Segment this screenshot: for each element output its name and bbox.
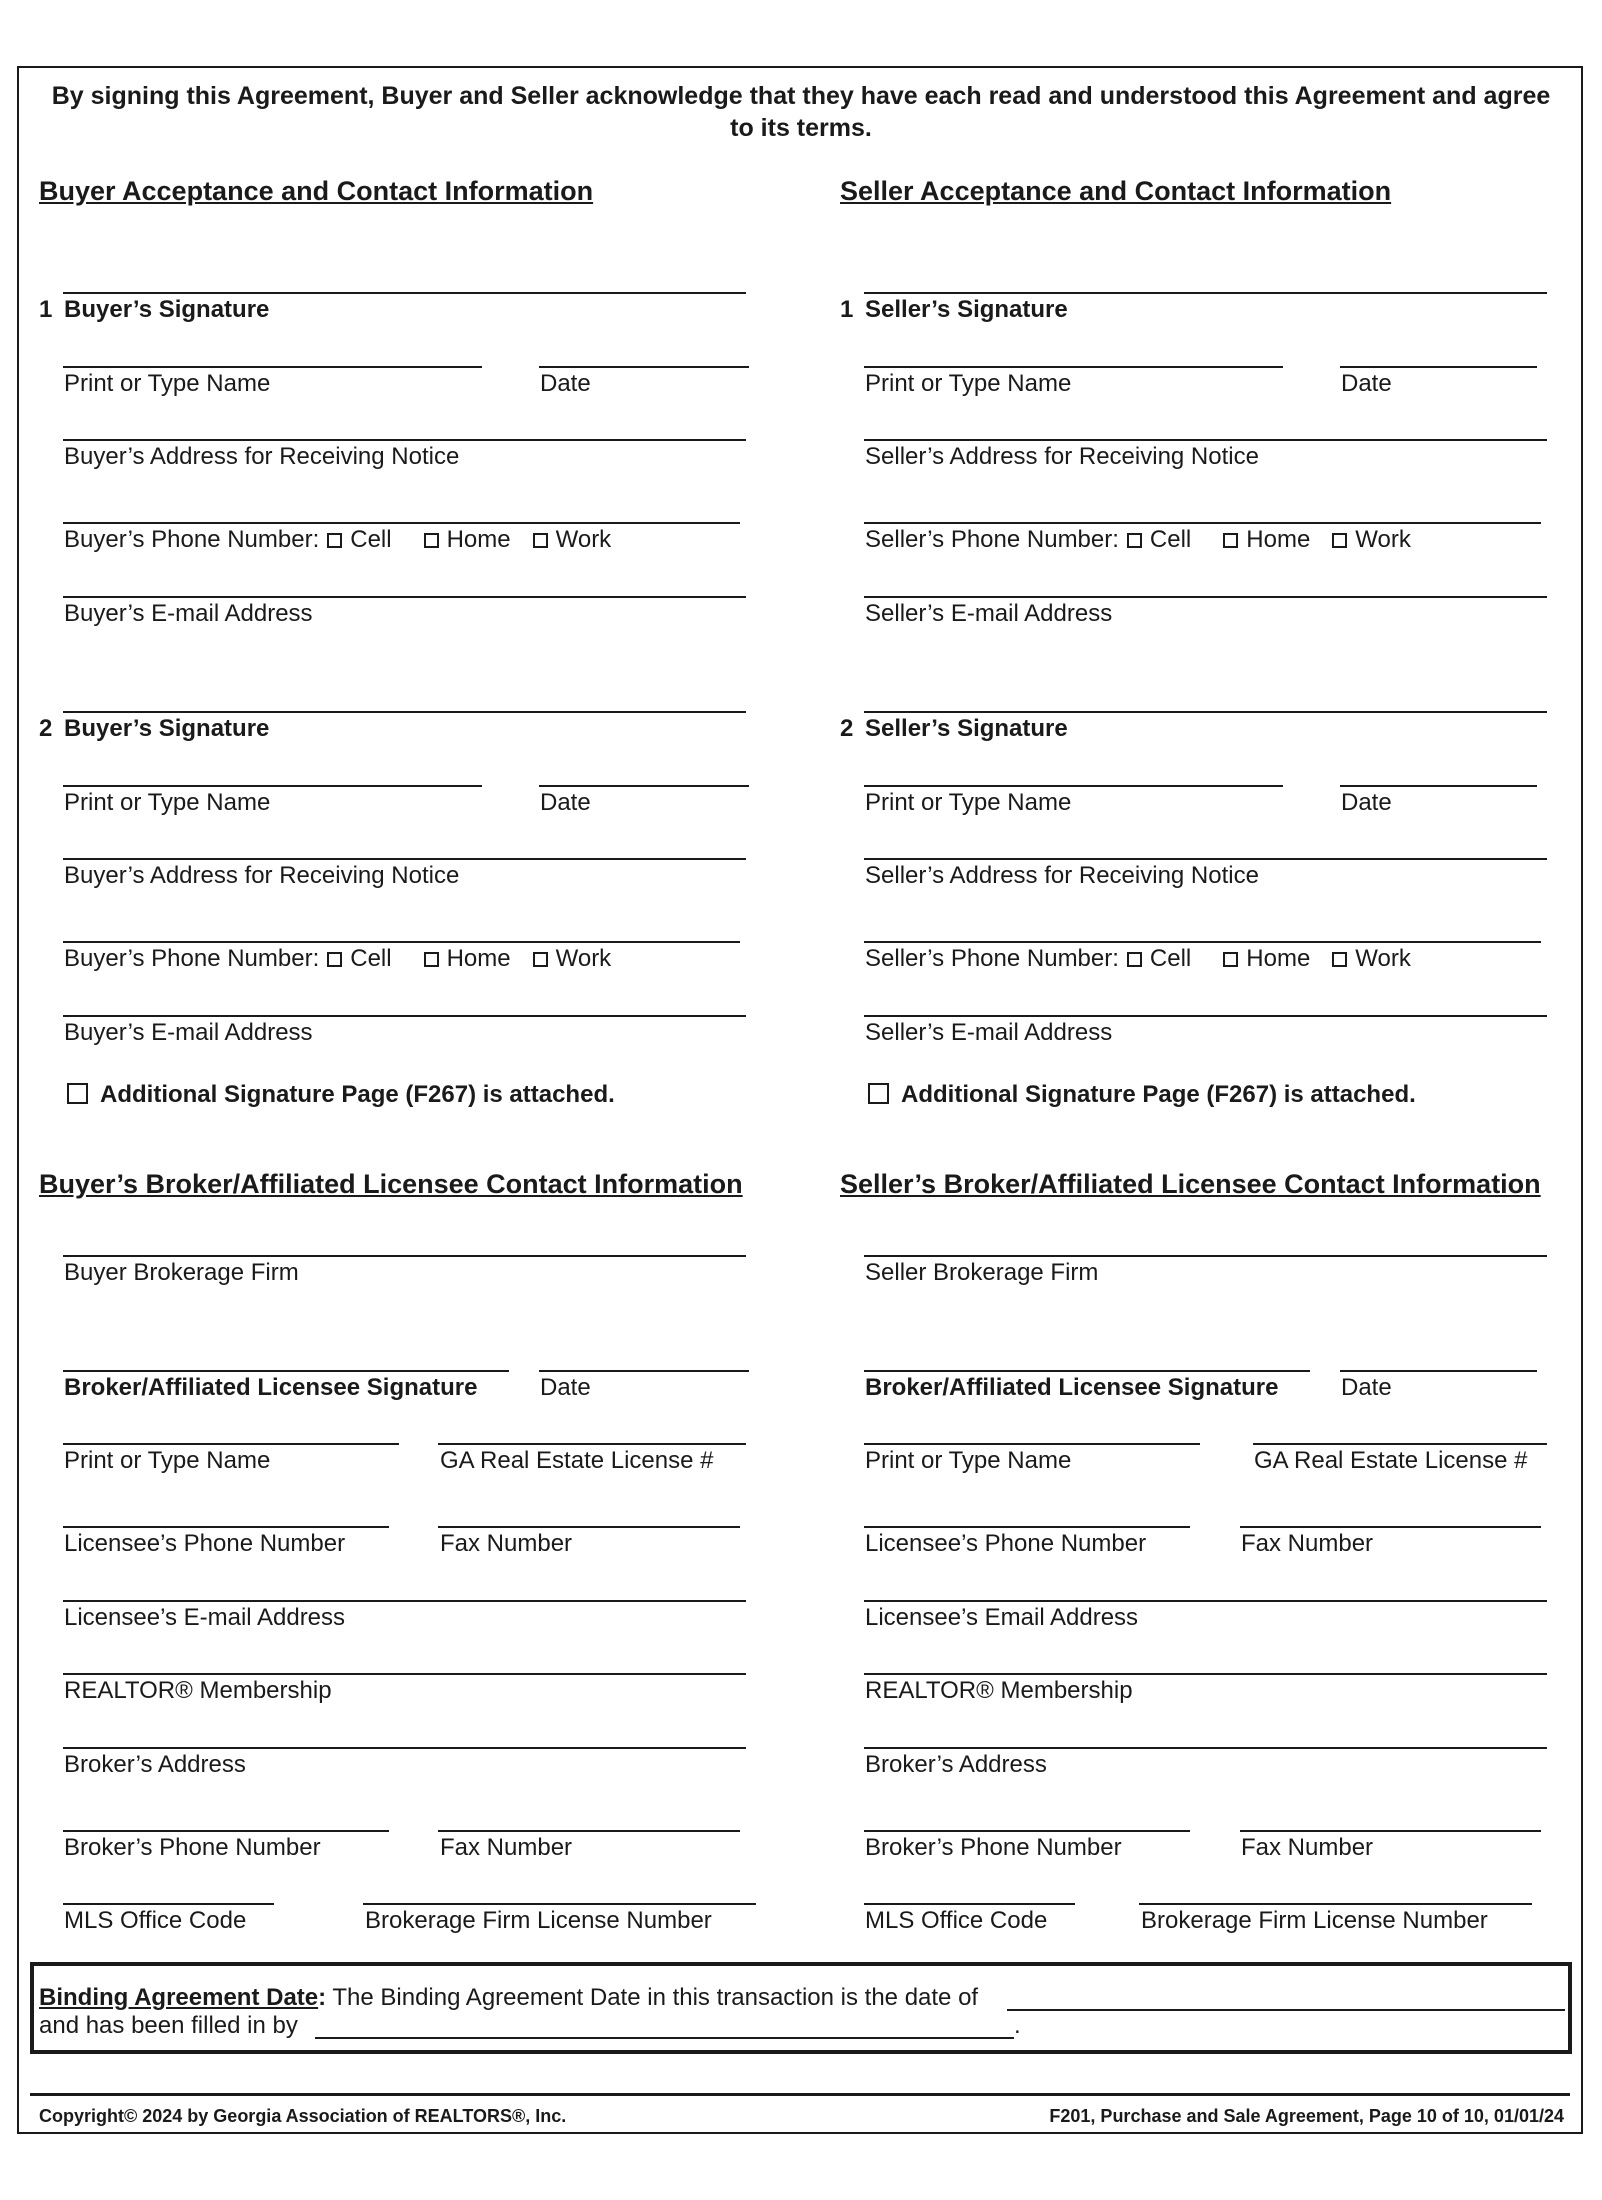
buyer-2-work-checkbox[interactable]	[533, 952, 548, 967]
buyer-2-number: 2	[39, 715, 53, 742]
seller-2-date-line[interactable]	[1340, 785, 1537, 787]
seller-1-name-line[interactable]	[864, 366, 1283, 368]
seller-1-work-label: Work	[1355, 526, 1411, 553]
seller-1-date-label: Date	[1341, 370, 1392, 397]
buyer-firm-license-label: Brokerage Firm License Number	[365, 1907, 712, 1934]
binding-agreement-colon: :	[318, 1984, 327, 2011]
seller-2-cell-checkbox[interactable]	[1127, 952, 1142, 967]
buyer-license-line[interactable]	[438, 1443, 746, 1445]
buyer-2-cell-checkbox[interactable]	[327, 952, 342, 967]
seller-1-phone-label: Seller’s Phone Number:	[865, 526, 1119, 553]
seller-section-title: Seller Acceptance and Contact Information	[840, 176, 1392, 206]
buyer-broker-name-line[interactable]	[63, 1443, 399, 1445]
seller-2-cell-label: Cell	[1149, 945, 1192, 972]
buyer-broker-date-label: Date	[540, 1374, 591, 1401]
buyer-2-address-label: Buyer’s Address for Receiving Notice	[64, 862, 460, 889]
seller-1-signature-label: Seller’s Signature	[865, 296, 1068, 323]
seller-fax-label-1: Fax Number	[1241, 1530, 1374, 1557]
buyer-licensee-email-line[interactable]	[63, 1600, 746, 1602]
seller-broker-address-line[interactable]	[864, 1747, 1547, 1749]
seller-1-date-line[interactable]	[1340, 366, 1537, 368]
seller-broker-date-line[interactable]	[1340, 1370, 1537, 1372]
buyer-2-work-label: Work	[555, 945, 612, 972]
buyer-2-date-label: Date	[540, 789, 591, 816]
binding-agreement-line-1	[39, 1984, 978, 2012]
seller-licensee-phone-label: Licensee’s Phone Number	[865, 1530, 1147, 1557]
footer-rule	[30, 2093, 1570, 2096]
buyer-2-email-line[interactable]	[63, 1015, 746, 1017]
buyer-licensee-email-label: Licensee’s E-mail Address	[64, 1604, 346, 1631]
buyer-broker-signature-label: Broker/Affiliated Licensee Signature	[64, 1374, 478, 1401]
acknowledgement-statement: By signing this Agreement, Buyer and Seller acknowledge that they have each read and understood this Agreement and agree to its terms.	[51, 82, 1551, 142]
seller-2-name-label: Print or Type Name	[865, 789, 1072, 816]
seller-firm-line[interactable]	[864, 1255, 1547, 1257]
buyer-1-phone-label: Buyer’s Phone Number:	[64, 526, 320, 553]
buyer-1-number: 1	[39, 296, 53, 323]
seller-mls-line[interactable]	[864, 1903, 1075, 1905]
seller-fax-line-1[interactable]	[1240, 1526, 1541, 1528]
seller-firm-license-line[interactable]	[1139, 1903, 1532, 1905]
buyer-1-signature-line[interactable]	[63, 292, 746, 294]
buyer-2-phone-line[interactable]	[63, 941, 740, 943]
seller-2-email-line[interactable]	[864, 1015, 1547, 1017]
seller-2-number: 2	[840, 715, 854, 742]
seller-broker-section-title: Seller’s Broker/Affiliated Licensee Contact Information	[840, 1169, 1541, 1199]
seller-2-address-label: Seller’s Address for Receiving Notice	[865, 862, 1259, 889]
buyer-2-address-line[interactable]	[63, 858, 746, 860]
seller-broker-name-label: Print or Type Name	[865, 1447, 1072, 1474]
buyer-licensee-phone-label: Licensee’s Phone Number	[64, 1530, 346, 1557]
buyer-2-phone-label: Buyer’s Phone Number:	[64, 945, 320, 972]
buyer-2-email-label: Buyer’s E-mail Address	[64, 1019, 313, 1046]
seller-membership-label: REALTOR® Membership	[865, 1677, 1133, 1704]
buyer-1-name-label: Print or Type Name	[64, 370, 271, 397]
seller-2-signature-line[interactable]	[864, 711, 1547, 713]
buyer-1-phone-row	[64, 526, 611, 554]
seller-1-email-label: Seller’s E-mail Address	[865, 600, 1113, 627]
seller-1-phone-row	[865, 526, 1411, 554]
seller-2-work-label: Work	[1355, 945, 1411, 972]
seller-2-work-checkbox[interactable]	[1332, 952, 1347, 967]
seller-1-work-checkbox[interactable]	[1332, 533, 1347, 548]
seller-license-label: GA Real Estate License #	[1254, 1447, 1528, 1474]
seller-2-phone-row	[865, 945, 1411, 973]
seller-broker-signature-label: Broker/Affiliated Licensee Signature	[865, 1374, 1279, 1401]
seller-1-signature-line[interactable]	[864, 292, 1547, 294]
buyer-broker-date-line[interactable]	[539, 1370, 749, 1372]
buyer-1-email-label: Buyer’s E-mail Address	[64, 600, 313, 627]
buyer-broker-address-line[interactable]	[63, 1747, 746, 1749]
seller-broker-address-label: Broker’s Address	[865, 1751, 1047, 1778]
seller-1-home-label: Home	[1246, 526, 1311, 553]
seller-mls-label: MLS Office Code	[865, 1907, 1048, 1934]
seller-additional-signature-label: Additional Signature Page (F267) is attached.	[901, 1081, 1416, 1108]
seller-broker-signature-line[interactable]	[864, 1370, 1310, 1372]
seller-1-address-line[interactable]	[864, 439, 1547, 441]
buyer-1-address-label: Buyer’s Address for Receiving Notice	[64, 443, 460, 470]
buyer-1-email-line[interactable]	[63, 596, 746, 598]
seller-2-name-line[interactable]	[864, 785, 1283, 787]
buyer-fax-line-1[interactable]	[438, 1526, 740, 1528]
seller-licensee-email-line[interactable]	[864, 1600, 1547, 1602]
footer-form-id: F201, Purchase and Sale Agreement, Page 10 of 10, 01/01/24	[1049, 2106, 1564, 2126]
buyer-1-address-line[interactable]	[63, 439, 746, 441]
seller-broker-phone-line[interactable]	[864, 1830, 1190, 1832]
seller-license-line[interactable]	[1253, 1443, 1547, 1445]
seller-licensee-phone-line[interactable]	[864, 1526, 1190, 1528]
binding-agreement-filled-by-blank[interactable]	[315, 2037, 1014, 2039]
buyer-firm-label: Buyer Brokerage Firm	[64, 1259, 299, 1286]
buyer-1-signature-label: Buyer’s Signature	[64, 296, 270, 323]
seller-1-email-line[interactable]	[864, 596, 1547, 598]
seller-1-name-label: Print or Type Name	[865, 370, 1072, 397]
buyer-2-home-checkbox[interactable]	[424, 952, 439, 967]
seller-2-home-checkbox[interactable]	[1223, 952, 1238, 967]
seller-licensee-email-label: Licensee’s Email Address	[865, 1604, 1139, 1631]
seller-firm-license-label: Brokerage Firm License Number	[1141, 1907, 1488, 1934]
seller-2-date-label: Date	[1341, 789, 1392, 816]
binding-agreement-label: Binding Agreement Date	[39, 1984, 319, 2011]
buyer-1-cell-label: Cell	[350, 526, 392, 553]
seller-2-phone-label: Seller’s Phone Number:	[865, 945, 1119, 972]
seller-1-number: 1	[840, 296, 854, 323]
buyer-2-name-line[interactable]	[63, 785, 482, 787]
seller-broker-phone-label: Broker’s Phone Number	[865, 1834, 1122, 1861]
buyer-additional-signature-checkbox[interactable]	[67, 1083, 88, 1104]
seller-1-cell-label: Cell	[1149, 526, 1192, 553]
binding-agreement-period: .	[1014, 2012, 1021, 2039]
buyer-2-home-label: Home	[446, 945, 511, 972]
buyer-broker-address-label: Broker’s Address	[64, 1751, 246, 1778]
buyer-broker-name-label: Print or Type Name	[64, 1447, 271, 1474]
seller-fax-line-2[interactable]	[1240, 1830, 1541, 1832]
buyer-firm-license-line[interactable]	[363, 1903, 756, 1905]
buyer-broker-section-title: Buyer’s Broker/Affiliated Licensee Contact Information	[39, 1169, 743, 1199]
buyer-1-phone-line[interactable]	[63, 522, 740, 524]
binding-agreement-text-1: The Binding Agreement Date in this transaction is the date of	[332, 1984, 979, 2011]
footer-copyright: Copyright© 2024 by Georgia Association of REALTORS®, Inc.	[39, 2106, 567, 2126]
buyer-licensee-phone-line[interactable]	[63, 1526, 389, 1528]
seller-membership-line[interactable]	[864, 1673, 1547, 1675]
buyer-1-date-label: Date	[540, 370, 591, 397]
buyer-fax-label-1: Fax Number	[440, 1530, 573, 1557]
buyer-1-home-checkbox[interactable]	[424, 533, 439, 548]
buyer-2-signature-label: Buyer’s Signature	[64, 715, 270, 742]
seller-1-home-checkbox[interactable]	[1223, 533, 1238, 548]
seller-2-signature-label: Seller’s Signature	[865, 715, 1068, 742]
buyer-firm-line[interactable]	[63, 1255, 746, 1257]
buyer-1-work-label: Work	[555, 526, 612, 553]
buyer-1-home-label: Home	[446, 526, 511, 553]
buyer-membership-label: REALTOR® Membership	[64, 1677, 332, 1704]
buyer-2-phone-row	[64, 945, 611, 973]
buyer-fax-line-2[interactable]	[438, 1830, 740, 1832]
binding-agreement-date-blank[interactable]	[1007, 2009, 1565, 2011]
buyer-mls-line[interactable]	[63, 1903, 274, 1905]
seller-fax-label-2: Fax Number	[1241, 1834, 1374, 1861]
buyer-fax-label-2: Fax Number	[440, 1834, 573, 1861]
binding-agreement-text-2: and has been filled in by	[39, 2012, 298, 2039]
buyer-1-date-line[interactable]	[539, 366, 749, 368]
buyer-broker-phone-line[interactable]	[63, 1830, 389, 1832]
buyer-mls-label: MLS Office Code	[64, 1907, 247, 1934]
seller-additional-signature-checkbox[interactable]	[868, 1083, 889, 1104]
buyer-section-title: Buyer Acceptance and Contact Information	[39, 176, 594, 206]
buyer-2-signature-line[interactable]	[63, 711, 746, 713]
seller-2-email-label: Seller’s E-mail Address	[865, 1019, 1113, 1046]
buyer-2-name-label: Print or Type Name	[64, 789, 271, 816]
seller-1-cell-checkbox[interactable]	[1127, 533, 1142, 548]
buyer-1-work-checkbox[interactable]	[533, 533, 548, 548]
seller-1-address-label: Seller’s Address for Receiving Notice	[865, 443, 1259, 470]
buyer-broker-signature-line[interactable]	[63, 1370, 509, 1372]
buyer-1-name-line[interactable]	[63, 366, 482, 368]
seller-additional-signature-row	[868, 1081, 1416, 1109]
seller-firm-label: Seller Brokerage Firm	[865, 1259, 1099, 1286]
seller-2-address-line[interactable]	[864, 858, 1547, 860]
seller-2-phone-line[interactable]	[864, 941, 1541, 943]
buyer-2-cell-label: Cell	[350, 945, 392, 972]
buyer-broker-phone-label: Broker’s Phone Number	[64, 1834, 321, 1861]
buyer-license-label: GA Real Estate License #	[440, 1447, 714, 1474]
buyer-additional-signature-row	[67, 1081, 615, 1109]
seller-broker-date-label: Date	[1341, 1374, 1392, 1401]
buyer-membership-line[interactable]	[63, 1673, 746, 1675]
buyer-additional-signature-label: Additional Signature Page (F267) is attached.	[100, 1081, 615, 1108]
buyer-1-cell-checkbox[interactable]	[327, 533, 342, 548]
seller-2-home-label: Home	[1246, 945, 1311, 972]
buyer-2-date-line[interactable]	[539, 785, 749, 787]
seller-broker-name-line[interactable]	[864, 1443, 1200, 1445]
seller-1-phone-line[interactable]	[864, 522, 1541, 524]
